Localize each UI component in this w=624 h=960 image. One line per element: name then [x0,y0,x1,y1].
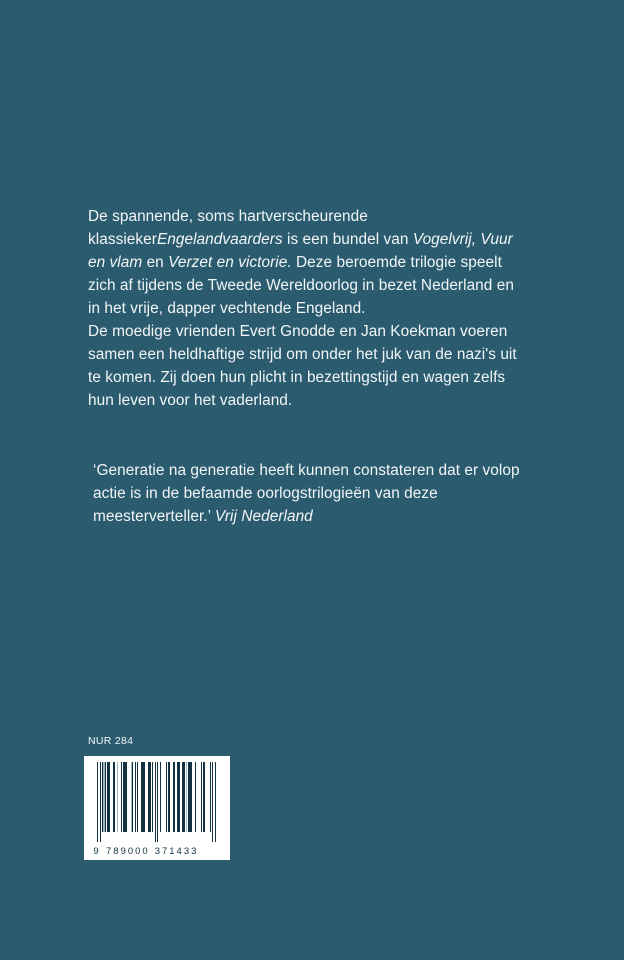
nur-code: NUR 284 [88,735,134,747]
blurb-paragraph-1 [88,205,528,320]
pull-quote-text: ‘Generatie na generatie heeft kunnen constateren dat er volop actie is in de befaamde oorlogstrilogieën van deze meesterverteller.’ [93,462,520,525]
blurb-connector-2: en [142,254,164,271]
barcode-group-left: 789000 [106,846,150,857]
pull-quote [93,459,533,528]
blurb-line-3: Deze beroemde trilogie speelt zich af tijdens de Tweede Wereldoorlog in bezet Nederland en in het vrije, dapper vechtende Engeland. [88,254,514,317]
pull-quote-paragraph [93,459,533,528]
pull-quote-source: Vrij Nederland [214,508,313,525]
barcode-bars [91,762,223,842]
blurb-line-1: De spannende, soms hartverscheurende klassieker [88,208,368,248]
blurb-paragraph-2: De moedige vrienden Evert Gnodde en Jan Koekman voeren samen een heldhaftige strijd om onder het juk van de nazi's uit te komen. Zij doen hun plicht in bezettingstijd en wagen zelfs hun leven voor het vaderland. [88,323,517,409]
book-title-vogelvrij: Vogelvrij, [412,231,477,248]
book-title-engelandvaarders: Engelandvaarders [156,231,283,248]
barcode-group-right: 371433 [154,846,199,857]
barcode-bar [215,762,216,842]
barcode-digits [91,842,223,857]
barcode-digit-left: 9 [93,846,101,857]
blurb-text [88,205,528,412]
book-title-vuur-en-vlam: Vuur en vlam [88,231,513,271]
barcode [84,756,230,860]
blurb-connector-1: is een bundel van [282,231,413,248]
book-title-verzet-en-victorie: Verzet en victorie. [168,254,292,271]
